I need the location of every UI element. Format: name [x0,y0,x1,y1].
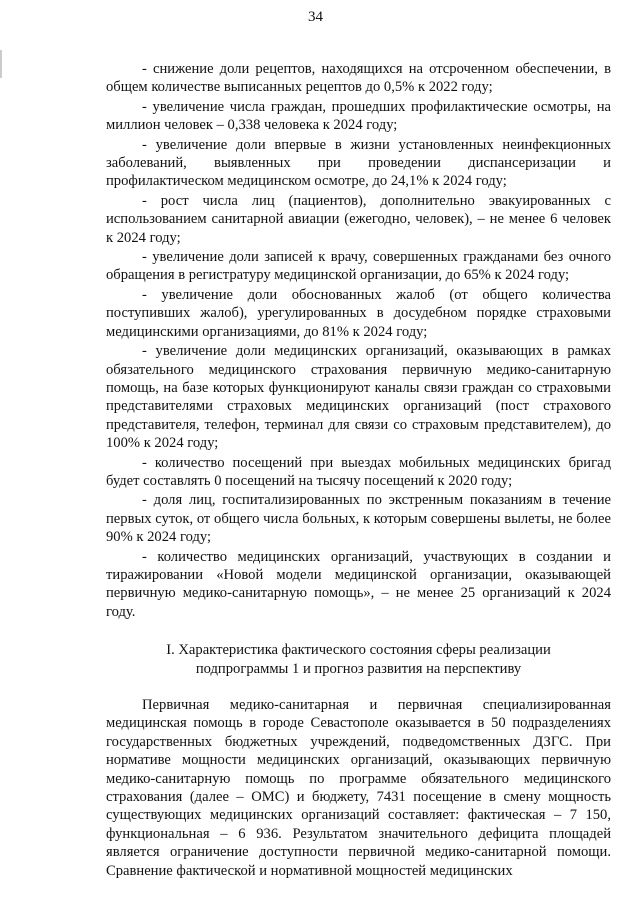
section-heading [106,641,611,678]
section-heading-line: I. Характеристика фактического состояния сферы реализации [166,642,551,659]
page-number: 34 [308,9,323,25]
list-item: - количество медицинских организаций, участвующих в создании и тиражировании «Новой модели медицинской организации, оказывающей первичную медико-санитарную помощь», – не менее 25 организаций к 2024 году. [106,548,611,620]
page-content [106,60,611,880]
list-item: - увеличение доли обоснованных жалоб (от общего количества поступивших жалоб), урегулированных в досудебном порядке страховыми медицинскими организациями, до 81% к 2024 году; [106,286,611,340]
list-item: - рост числа лиц (пациентов), дополнительно эвакуированных с использованием санитарной авиации (ежегодно, человек), – не менее 6 человек к 2024 году; [106,192,611,246]
list-item: - увеличение доли записей к врачу, совершенных гражданами без очного обращения в регистратуру медицинской организации, до 65% к 2024 году; [106,249,611,284]
list-item: - увеличение доли впервые в жизни установленных неинфекционных заболеваний, выявленных при проведении диспансеризации и профилактическом медицинском осмотре, до 24,1% к 2024 году; [106,136,611,190]
list-item: - увеличение числа граждан, прошедших профилактические осмотры, на миллион человек – 0,338 человека к 2024 году; [106,98,611,134]
list-item: - количество посещений при выездах мобильных медицинских бригад будет составлять 0 посещений на тысячу посещений к 2020 году; [106,454,611,489]
section-heading-line: подпрограммы 1 и прогноз развития на перспективу [195,660,522,677]
body-paragraph: Первичная медико-санитарная и первичная специализированная медицинская помощь в городе Севастополе оказывается в 50 подразделениях государственных бюджетных учреждений, подведомственных ДЗГС. При нормативе мощности медицинских организаций, оказывающих первичную медико-санитарную помощь по программе обязательного медицинского страхования (далее – ОМС) и бюджету, 7431 посещение в смену мощность существующих медицинских организаций составляет: фактическая – 7 150, функциональная – 6 936. Результатом значительного дефицита площадей является ограничение доступности первичной медико-санитарной помощи. Сравнение фактической и нормативной мощностей медицинских [106,697,611,879]
list-item: - доля лиц, госпитализированных по экстренным показаниям в течение первых суток, от общего числа больных, к которым совершены вылеты, не более 90% к 2024 году; [106,492,611,546]
list-item: - увеличение доли медицинских организаций, оказывающих в рамках обязательного медицинского страхования первичную медико-санитарную помощь, на базе которых функционируют каналы связи граждан со страховыми представителями страховых медицинских организаций (пост страхового представителя, телефон, терминал для связи со страховым представителем), до 100% к 2024 году; [106,343,611,452]
scan-edge-mark [0,50,2,78]
list-item: - снижение доли рецептов, находящихся на отсроченном обеспечении, в общем количестве выписанных рецептов до 0,5% к 2022 году; [106,61,611,96]
